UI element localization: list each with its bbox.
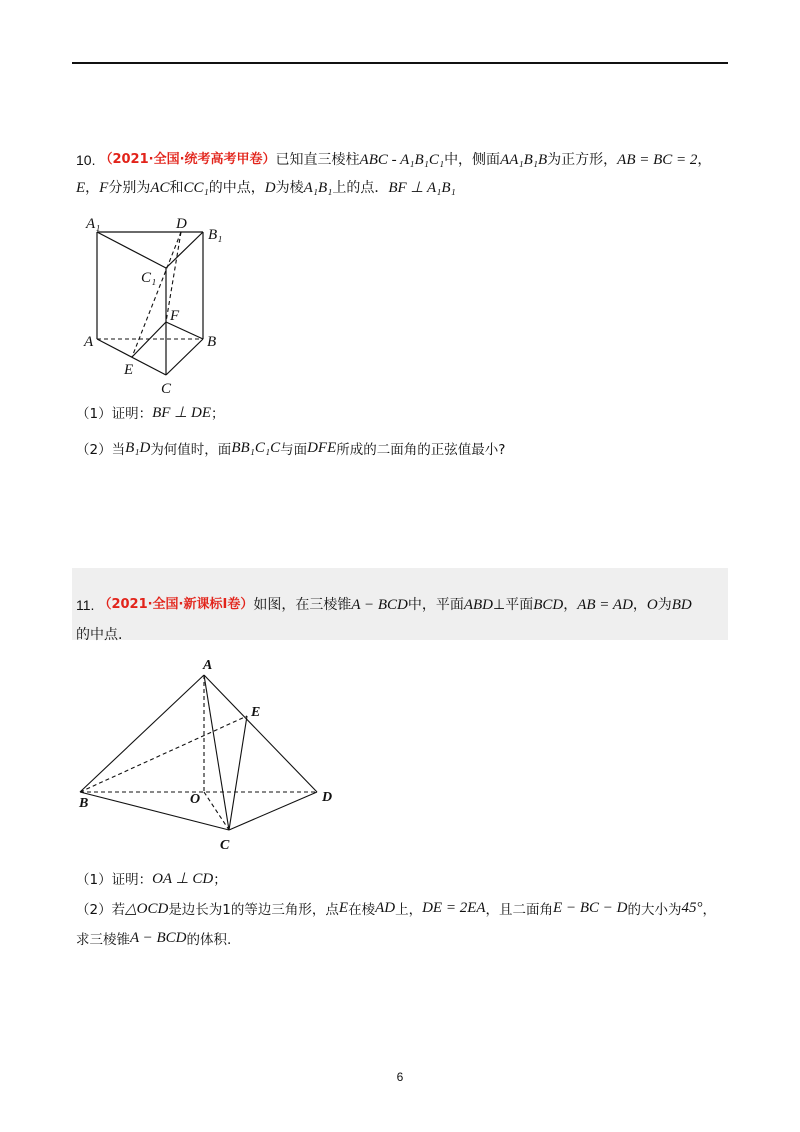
segment-fb <box>166 322 203 339</box>
q10-part2-text: 为何值时，面 <box>150 442 232 458</box>
q11-text: ， <box>563 597 578 613</box>
q11-part2-text: 是边长为1的等边三角形，点 <box>168 902 339 918</box>
q10-source: （2021·全国·统考高考甲卷） <box>99 152 276 167</box>
label-e: E <box>124 362 134 378</box>
label-b1: B₁ <box>208 227 223 243</box>
label-c: C <box>161 381 172 397</box>
q11-pyramid-figure <box>72 655 352 855</box>
q10-text: 已知直三棱柱 <box>275 152 360 168</box>
q11-part2-text: 上， <box>395 902 423 918</box>
q10-part2-math: B₁D <box>125 439 151 456</box>
q11-text: ⊥平面 <box>493 597 534 613</box>
edge-ac <box>204 675 229 830</box>
q11-part-2-line-2 <box>76 928 231 948</box>
label-f: F <box>170 308 180 324</box>
q11-part1-text: ； <box>213 872 227 888</box>
q11-line-1 <box>76 590 728 620</box>
q11-part2-math: E − BC − D <box>553 899 628 916</box>
segment-ec <box>229 716 247 830</box>
q10-number: 10. <box>76 152 96 168</box>
q11-text: 如图，在三棱锥 <box>253 597 352 613</box>
q10-text: 分别为 <box>108 180 151 196</box>
edge-cb <box>166 339 203 375</box>
q10-line-1 <box>76 146 728 174</box>
q10-text: ， <box>697 152 712 168</box>
label-e: E <box>251 705 261 720</box>
q10-part-1 <box>76 402 224 422</box>
q11-text: ， <box>632 597 647 613</box>
q11-part2-text: ，且二面角 <box>485 902 554 918</box>
q11-math: BD <box>671 597 692 613</box>
q10-part1-math: BF ⊥ DE <box>152 404 211 421</box>
page-number: 6 <box>396 1070 404 1084</box>
q10-math: F <box>99 180 109 196</box>
q11-part2-text: 的大小为 <box>627 902 682 918</box>
label-a: A <box>203 658 213 673</box>
q10-text: 上的点． <box>332 180 389 196</box>
hidden-segment-be <box>80 716 247 792</box>
q11-part-2-line-1 <box>76 898 716 918</box>
q11-part1-math: OA ⊥ CD <box>152 870 214 887</box>
edge-bc <box>80 792 229 830</box>
q11-part2-text: 求三棱锥 <box>76 932 130 948</box>
q10-math: CC₁ <box>183 180 209 196</box>
label-c: C <box>220 838 230 853</box>
q10-math: AC <box>150 180 170 196</box>
q10-part-2 <box>76 438 505 458</box>
q10-part2-text: 与面 <box>280 442 308 458</box>
q10-math: D <box>264 180 276 196</box>
q11-part1-text: （1）证明： <box>76 872 153 888</box>
q10-text: 和 <box>169 180 184 196</box>
q10-text: 中，侧面 <box>444 152 501 168</box>
q11-part2-text: 的体积. <box>186 932 232 948</box>
edge-ab <box>80 675 204 792</box>
q10-math: A₁B₁ <box>303 180 333 196</box>
label-a: A <box>84 334 94 350</box>
label-b: B <box>207 334 217 350</box>
q10-part2-math: DFE <box>307 439 337 456</box>
q10-math: AA₁B₁B <box>500 152 548 168</box>
header-rule <box>72 62 728 64</box>
edge-c1b1 <box>166 232 203 268</box>
q10-text: 为棱 <box>275 180 304 196</box>
q11-text: 的中点. <box>76 627 123 643</box>
q11-part2-text: ， <box>702 902 716 918</box>
edge-a1c1 <box>97 232 166 268</box>
q11-number: 11. <box>76 597 95 613</box>
label-c1: C₁ <box>141 270 157 286</box>
q11-part2-math: DE = 2EA <box>422 899 486 916</box>
q10-prism-figure <box>80 212 240 400</box>
q11-part2-math: AD <box>375 899 396 916</box>
question-11 <box>76 590 728 650</box>
edge-ad <box>204 675 317 792</box>
q11-part2-math: 45° <box>681 899 703 916</box>
q11-text: 为 <box>657 597 672 613</box>
label-o: O <box>190 792 201 807</box>
q11-text: 中，平面 <box>407 597 464 613</box>
label-d: D <box>322 790 333 805</box>
label-b: B <box>79 796 89 811</box>
q10-part2-math: BB₁C₁C <box>231 439 281 456</box>
q11-math: AB = AD <box>577 597 633 613</box>
q11-line-2 <box>76 620 728 650</box>
q11-part2-text: （2）若 <box>76 902 126 918</box>
q10-part1-text: （1）证明： <box>76 406 153 422</box>
hidden-segment-de <box>132 232 181 357</box>
q11-math: BCD <box>533 597 564 613</box>
q10-text: 为正方形， <box>547 152 618 168</box>
q10-math: ABC - A₁B₁C₁ <box>359 152 445 168</box>
q11-math: O <box>646 597 658 613</box>
q11-math: A − BCD <box>351 597 408 613</box>
q10-math: BF ⊥ A₁B₁ <box>388 180 456 196</box>
q10-text: 的中点， <box>208 180 265 196</box>
q11-math: ABD <box>463 597 494 613</box>
q11-part-1 <box>76 868 227 888</box>
label-d: D <box>176 216 187 232</box>
q11-part2-math: A − BCD <box>130 929 187 946</box>
q10-part2-text: 所成的二面角的正弦值最小? <box>336 442 506 458</box>
question-10 <box>76 146 728 202</box>
q10-line-2 <box>76 174 728 202</box>
q10-part2-text: （2）当 <box>76 442 126 458</box>
q10-math: E <box>76 180 86 196</box>
q10-math: AB = BC = 2 <box>617 152 698 168</box>
q11-part2-math: E <box>338 899 349 916</box>
q10-text: ， <box>85 180 100 196</box>
label-a1: A₁ <box>86 216 101 232</box>
q11-part2-text: 在棱 <box>348 902 376 918</box>
q10-part1-text: ； <box>210 406 225 422</box>
edge-cd <box>229 792 317 830</box>
q11-part2-math: △OCD <box>125 900 169 917</box>
q11-source: （2021·全国·新课标Ⅰ卷） <box>98 597 254 612</box>
